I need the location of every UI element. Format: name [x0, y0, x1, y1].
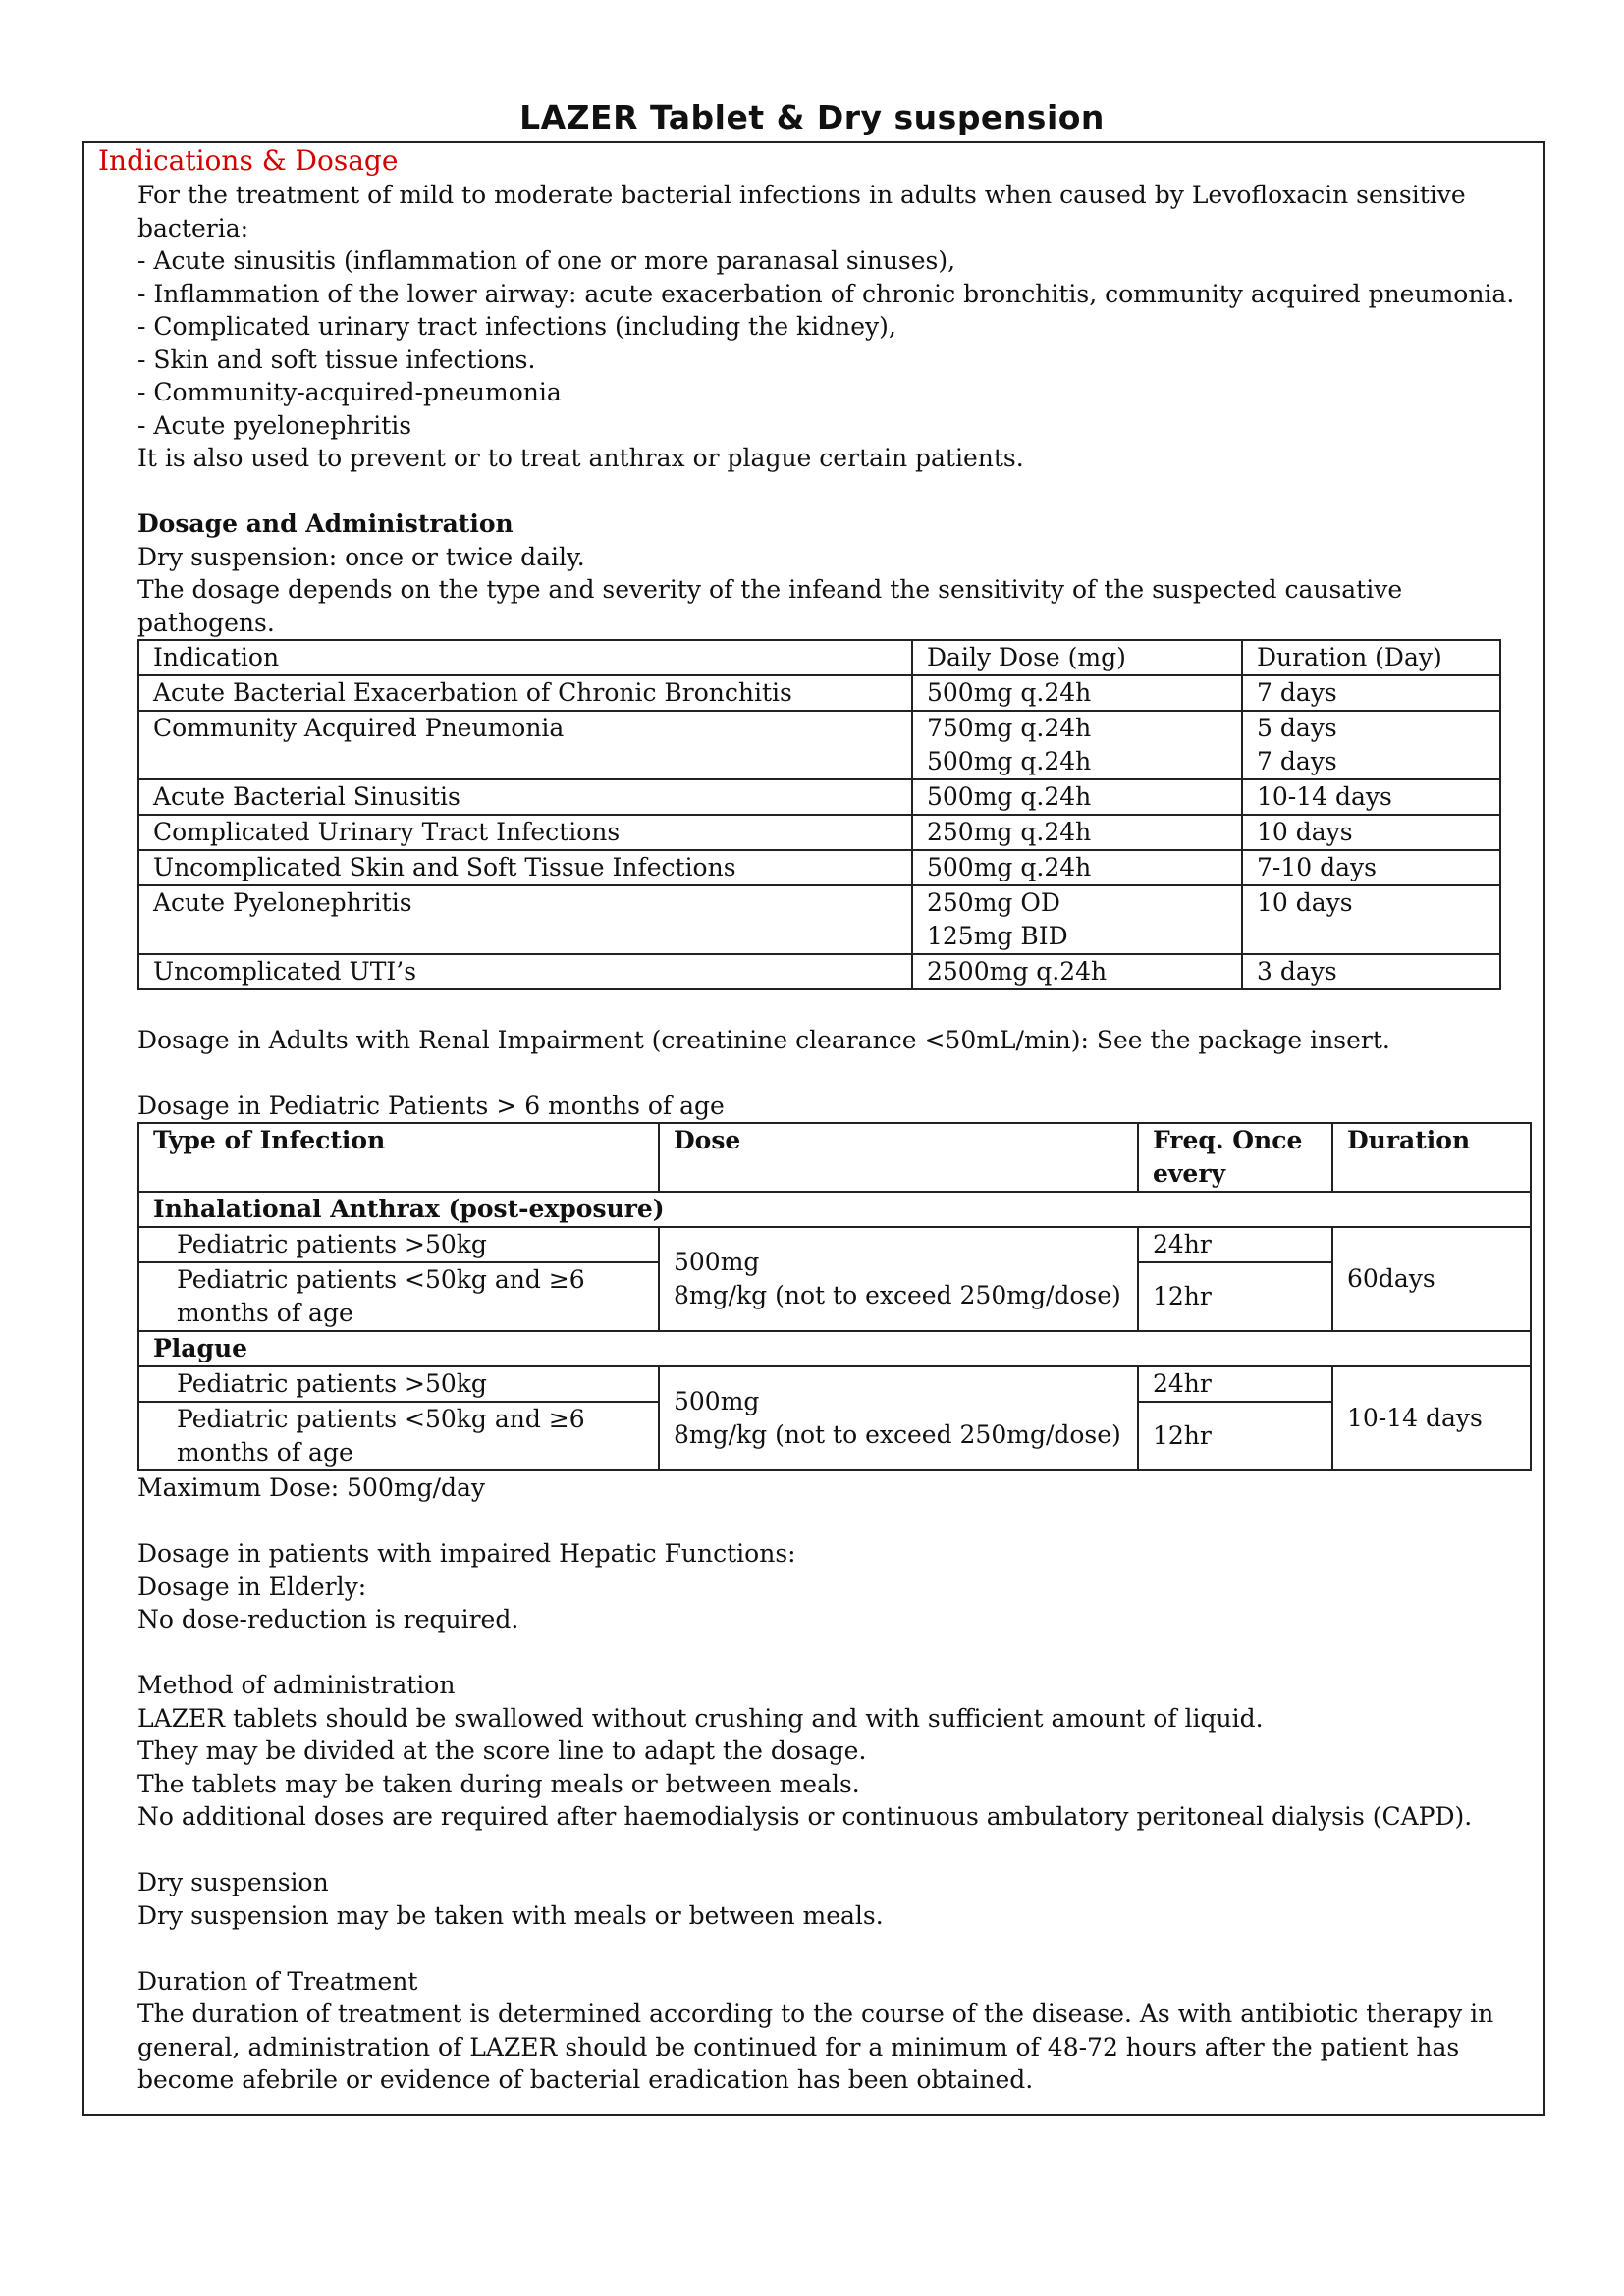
table-group-row [138, 1192, 1531, 1227]
duration-cell [1242, 711, 1500, 779]
dose-cell: 2500mg q.24h [912, 954, 1242, 989]
section-heading: Indications & Dosage [98, 144, 399, 177]
elderly-line: Dosage in Elderly: [137, 1572, 367, 1601]
table-row [138, 675, 1500, 711]
indication-item: - Acute pyelonephritis [137, 410, 412, 440]
duration-text: The duration of treatment is determined according to the course of the disease. As with antibiotic therapy in general, administration of LAZER should be continued for a minimum of 48-72 hours after the patient has become afebrile or evidence of bacterial eradication has been obtained. [137, 2000, 1494, 2094]
dose-line: 500mg [674, 1248, 760, 1276]
hepatic-line: Dosage in patients with impaired Hepatic Functions: [137, 1539, 796, 1568]
infection-group: Plague [138, 1331, 1531, 1366]
dose-line: 500mg q.24h [927, 747, 1092, 775]
duration-cell: 7-10 days [1242, 850, 1500, 885]
table-row [138, 885, 1500, 954]
table-row [138, 815, 1500, 850]
table-row [138, 954, 1500, 989]
post-table-section [98, 1471, 1542, 2097]
indication-item: - Complicated urinary tract infections (including the kidney), [137, 312, 896, 341]
dose-cell: 500mg q.24h [912, 850, 1242, 885]
indications-section [98, 179, 1542, 639]
dose-line: 8mg/kg (not to exceed 250mg/dose) [674, 1420, 1121, 1449]
table-group-row [138, 1331, 1531, 1366]
patient-cell: Pediatric patients >50kg [138, 1227, 659, 1262]
max-dose: Maximum Dose: 500mg/day [137, 1473, 486, 1502]
table-row [138, 779, 1500, 815]
duration-line: 7 days [1257, 747, 1337, 775]
table-header-cell: Indication [138, 640, 912, 675]
no-reduction-line: No dose-reduction is required. [137, 1605, 519, 1633]
duration-cell: 10 days [1242, 885, 1500, 954]
indication-item: - Inflammation of the lower airway: acute exacerbation of chronic bronchitis, community acquired pneumonia. [137, 279, 1515, 308]
dose-cell [912, 711, 1242, 779]
indication-item: - Skin and soft tissue infections. [137, 345, 536, 374]
indication-cell: Acute Bacterial Sinusitis [138, 779, 912, 815]
dose-cell [659, 1227, 1138, 1331]
dose-cell [659, 1366, 1138, 1470]
table-row [138, 1227, 1531, 1262]
table-header-row [138, 1123, 1531, 1192]
renal-section [98, 990, 1542, 1122]
dose-cell: 500mg q.24h [912, 675, 1242, 711]
indication-cell: Acute Pyelonephritis [138, 885, 912, 954]
dry-suspension-heading: Dry suspension [137, 1868, 329, 1896]
document-body [98, 143, 1542, 2097]
table-header-cell: Duration (Day) [1242, 640, 1500, 675]
table-row [138, 1366, 1531, 1402]
duration-cell: 3 days [1242, 954, 1500, 989]
dose-cell: 500mg q.24h [912, 779, 1242, 815]
table-header-cell: Duration [1332, 1123, 1531, 1192]
table-header-cell: Type of Infection [138, 1123, 659, 1192]
duration-cell: 10 days [1242, 815, 1500, 850]
frequency-cell: 24hr [1138, 1366, 1332, 1402]
dose-cell [912, 885, 1242, 954]
method-line: The tablets may be taken during meals or between meals. [137, 1769, 860, 1798]
dose-line: 125mg BID [927, 922, 1068, 950]
duration-cell: 60days [1332, 1227, 1531, 1331]
indication-cell: Complicated Urinary Tract Infections [138, 815, 912, 850]
infection-group: Inhalational Anthrax (post-exposure) [138, 1192, 1531, 1227]
dry-suspension-text: Dry suspension may be taken with meals or between meals. [137, 1900, 884, 1930]
patient-cell: Pediatric patients <50kg and ≥6 months of age [138, 1262, 659, 1331]
indication-item: - Community-acquired-pneumonia [137, 378, 562, 406]
frequency-cell: 24hr [1138, 1227, 1332, 1262]
indication-cell: Community Acquired Pneumonia [138, 711, 912, 779]
duration-cell: 10-14 days [1332, 1366, 1531, 1470]
dose-line: 750mg q.24h [927, 714, 1092, 742]
indications-outro: It is also used to prevent or to treat anthrax or plague certain patients. [137, 444, 1024, 472]
dose-line: 8mg/kg (not to exceed 250mg/dose) [674, 1281, 1121, 1309]
dose-line: 250mg OD [927, 888, 1060, 917]
method-heading: Method of administration [137, 1671, 456, 1699]
method-line: They may be divided at the score line to adapt the dosage. [137, 1736, 867, 1765]
frequency-cell: 12hr [1138, 1402, 1332, 1470]
dose-line: 500mg [674, 1387, 760, 1415]
table-row [138, 850, 1500, 885]
dose-cell: 250mg q.24h [912, 815, 1242, 850]
renal-note: Dosage in Adults with Renal Impairment (creatinine clearance <50mL/min): See the package insert. [137, 1025, 1390, 1054]
indications-intro: For the treatment of mild to moderate bacterial infections in adults when caused by Levofloxacin sensitive bacteria: [137, 181, 1466, 242]
frequency-cell: 12hr [1138, 1262, 1332, 1331]
duration-cell: 7 days [1242, 675, 1500, 711]
table-header-cell: Dose [659, 1123, 1138, 1192]
patient-cell: Pediatric patients >50kg [138, 1366, 659, 1402]
duration-heading: Duration of Treatment [137, 1966, 418, 1996]
duration-line: 5 days [1257, 714, 1337, 742]
pediatric-caption: Dosage in Pediatric Patients > 6 months of age [137, 1091, 725, 1120]
dosage-admin-line2: The dosage depends on the type and severity of the infeand the sensitivity of the suspected causative pathogens. [137, 575, 1403, 637]
patient-cell: Pediatric patients <50kg and ≥6 months of age [138, 1402, 659, 1470]
document-title: LAZER Tablet & Dry suspension [519, 98, 1105, 136]
table-header-row [138, 640, 1500, 675]
indication-cell: Uncomplicated UTI’s [138, 954, 912, 989]
duration-cell: 10-14 days [1242, 779, 1500, 815]
pediatric-dosage-table [137, 1122, 1532, 1471]
dosage-admin-heading: Dosage and Administration [137, 509, 514, 538]
dosage-admin-line1: Dry suspension: once or twice daily. [137, 542, 585, 571]
table-header-cell: Daily Dose (mg) [912, 640, 1242, 675]
indication-cell: Acute Bacterial Exacerbation of Chronic Bronchitis [138, 675, 912, 711]
table-row [138, 711, 1500, 779]
adult-dosage-table [137, 639, 1501, 990]
method-line: No additional doses are required after haemodialysis or continuous ambulatory peritoneal dialysis (CAPD). [137, 1802, 1473, 1831]
method-line: LAZER tablets should be swallowed without crushing and with sufficient amount of liquid. [137, 1703, 1264, 1733]
table-header-cell: Freq. Once every [1138, 1123, 1332, 1192]
indication-cell: Uncomplicated Skin and Soft Tissue Infections [138, 850, 912, 885]
indication-item: - Acute sinusitis (inflammation of one or more paranasal sinuses), [137, 246, 956, 275]
